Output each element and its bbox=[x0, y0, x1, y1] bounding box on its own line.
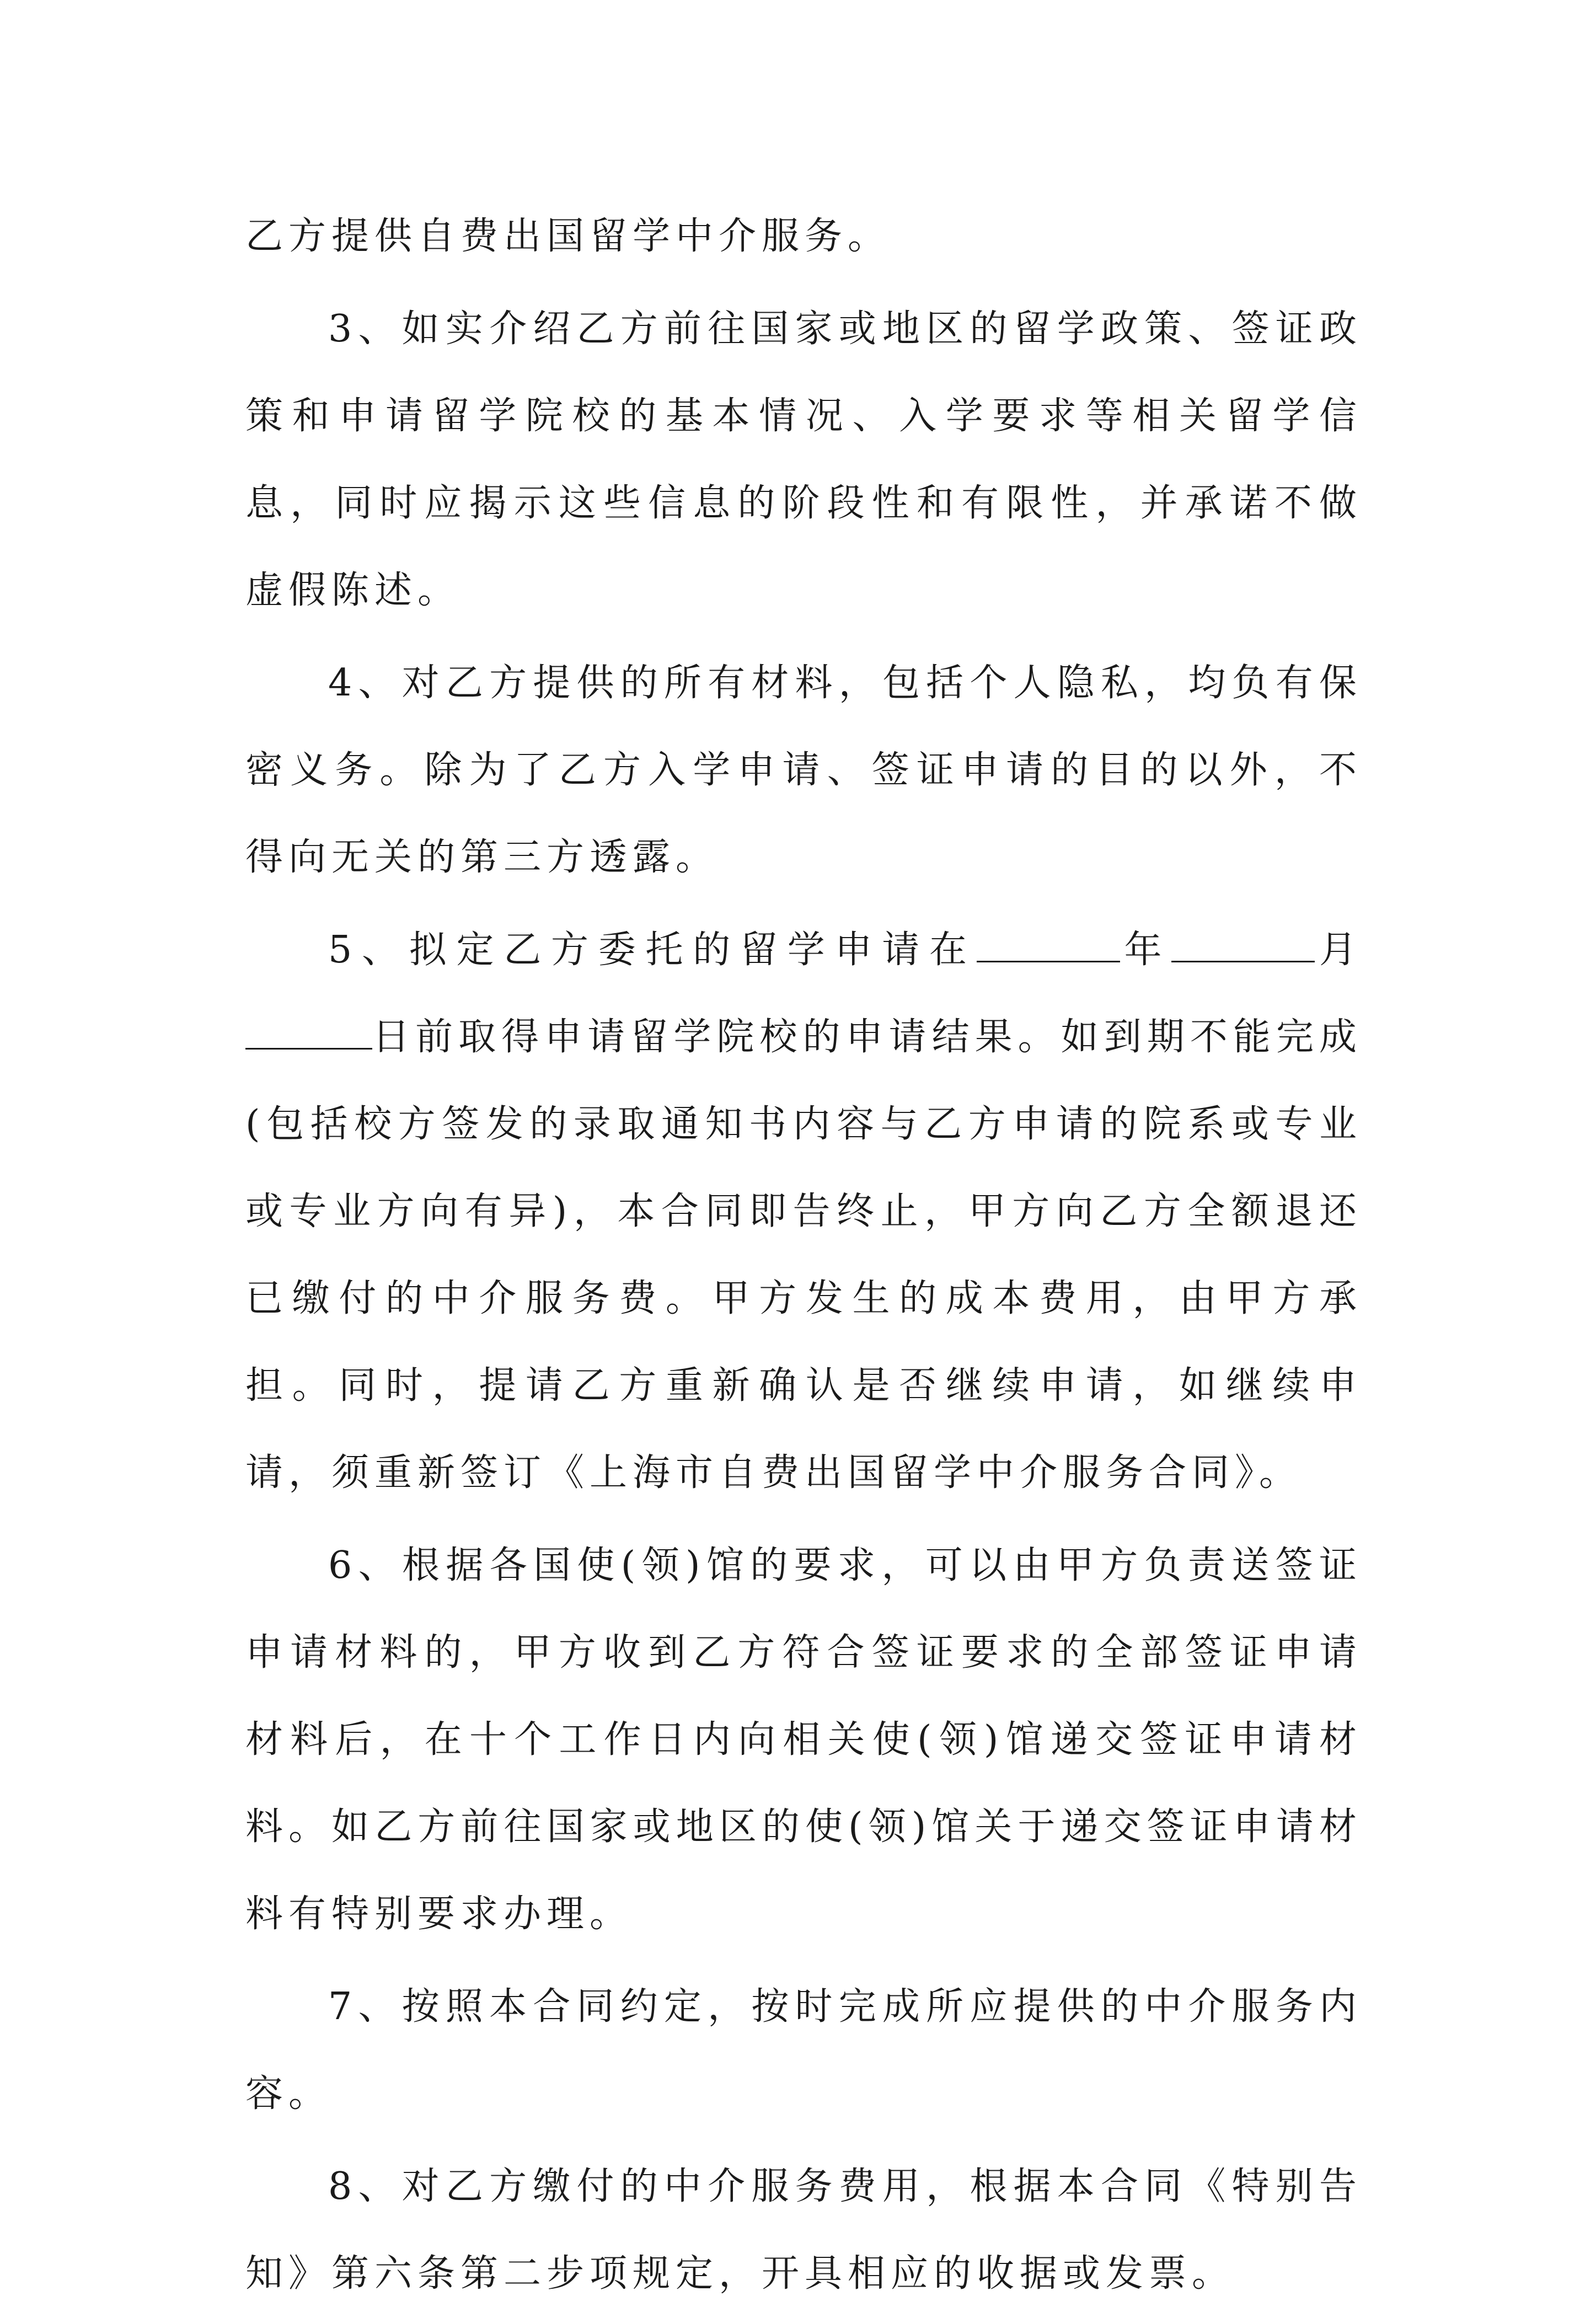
clause-5-body: 日前取得申请留学院校的申请结果。如到期不能完成(包括校方签发的录取通知书内容与乙方申请的院系或专业或专业方向有异)，本合同即告终止，甲方向乙方全额退还已缴付的中介服务费。甲方发生的成本费用，由甲方承担。同时，提请乙方重新确认是否继续申请，如继续申请，须重新签订《上海市自费出国留学中介服务合同》。 bbox=[245, 1015, 1362, 1495]
month-blank bbox=[1171, 927, 1315, 962]
clause-5-intro: 5、拟定乙方委托的留学申请在 bbox=[328, 928, 977, 972]
contract-body bbox=[245, 193, 1362, 2323]
month-label: 月 bbox=[1315, 928, 1362, 972]
year-blank bbox=[977, 927, 1120, 962]
day-blank bbox=[245, 1014, 372, 1050]
clause-3: 3、如实介绍乙方前往国家或地区的留学政策、签证政策和申请留学院校的基本情况、入学要求等相关留学信息，同时应揭示这些信息的阶段性和有限性，并承诺不做虚假陈述。 bbox=[245, 307, 1362, 612]
paragraph-continuation: 乙方提供自费出国留学中介服务。 bbox=[245, 215, 891, 258]
clause-6: 6、根据各国使(领)馆的要求，可以由甲方负责送签证申请材料的，甲方收到乙方符合签证要求的全部签证申请材料后，在十个工作日内向相关使(领)馆递交签证申请材料。如乙方前往国家或地区的使(领)馆关于递交签证申请材料有特别要求办理。 bbox=[245, 1544, 1362, 1936]
clause-4: 4、对乙方提供的所有材料，包括个人隐私，均负有保密义务。除为了乙方入学申请、签证申请的目的以外，不得向无关的第三方透露。 bbox=[245, 661, 1362, 879]
clause-8: 8、对乙方缴付的中介服务费用，根据本合同《特别告知》第六条第二步项规定，开具相应的收据或发票。 bbox=[245, 2165, 1362, 2295]
year-label: 年 bbox=[1120, 928, 1172, 972]
clause-7: 7、按照本合同约定，按时完成所应提供的中介服务内容。 bbox=[245, 1985, 1362, 2116]
clause-5 bbox=[245, 907, 1362, 1517]
